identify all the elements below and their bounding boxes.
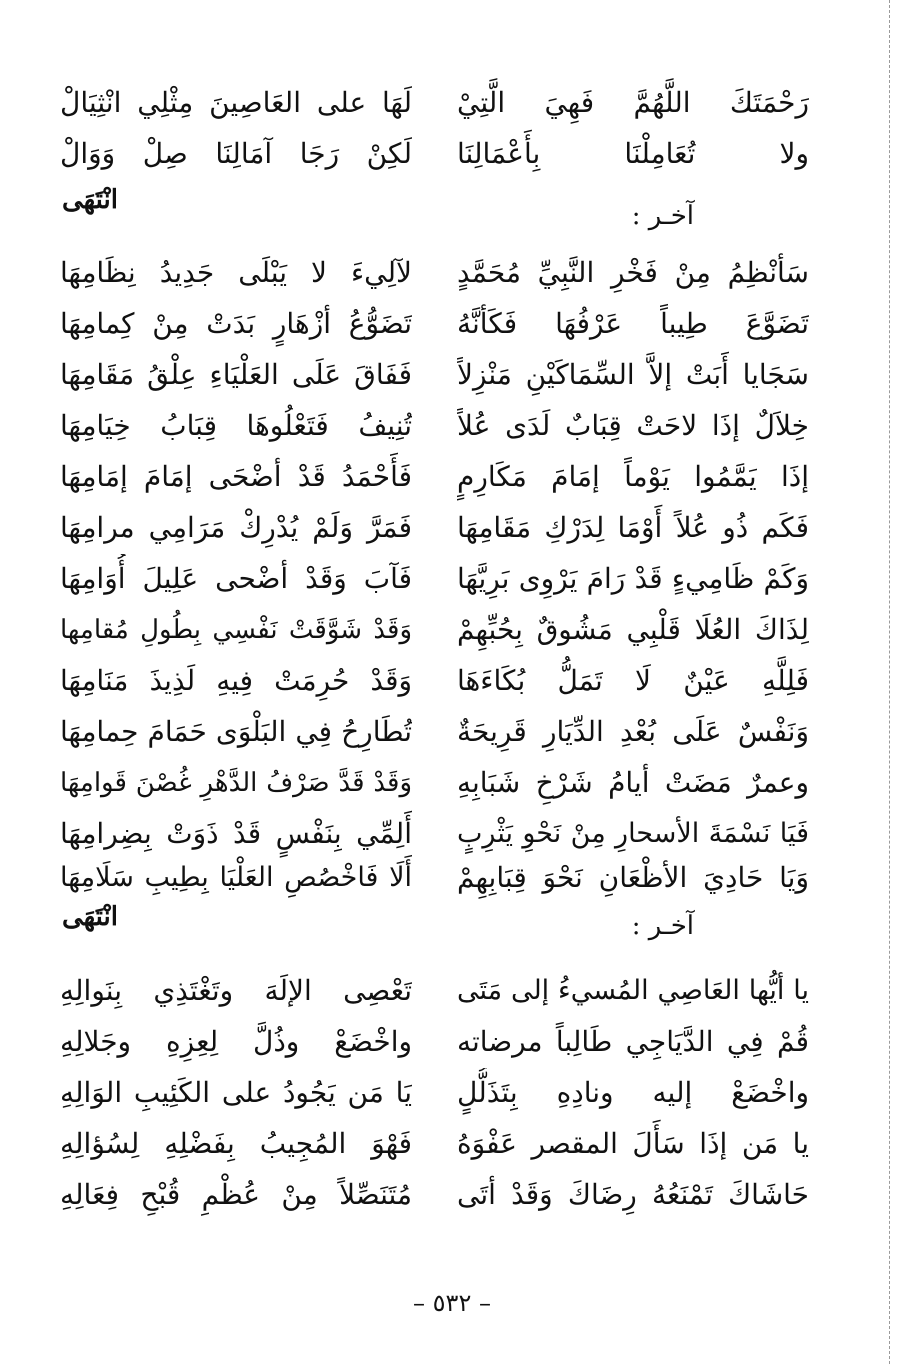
second-hemistich: مُتَنَصِّلاً مِنْ عُظْمِ قُبْحِ فِعَالِهِ [60, 1178, 412, 1211]
first-hemistich: حَاشَاكَ تَمْنَعُهُ رِضَاكَ وَقَدْ أتَى [457, 1178, 809, 1211]
section-label: آخـر : [631, 911, 694, 941]
verse-line [60, 656, 809, 706]
first-hemistich: فَيَا نَسْمَةَ الأسحارِ مِنْ نَحْوِ يَثْرِبٍ [457, 818, 809, 849]
second-hemistich: وَقَدْ شَوَّقَتْ نَفْسِي بِطُولِ مُقامِها [60, 615, 412, 645]
verse-line [60, 503, 809, 553]
verse-line [60, 605, 809, 655]
second-hemistich: فَآبَ وَقَدْ أضْحى عَلِيلَ أُوَامِهَا [60, 562, 412, 595]
second-hemistich: فَمَرَّ وَلَمْ يُدْرِكْ مَرَامِي مرامِهَا [60, 511, 412, 544]
verse-line [60, 1170, 809, 1220]
second-hemistich: لآلِيءَ لا يَبْلَى جَدِيدُ نِظَامِهَا [60, 256, 412, 289]
first-hemistich: فَلِلَّهِ عَيْنٌ لَا تَمَلُّ بُكَاءَهَا [457, 664, 809, 697]
verse-line [60, 248, 809, 298]
second-hemistich: فَهْوَ المُجِيبُ بِفَضْلِهِ لِسُؤالِهِ [60, 1127, 412, 1160]
first-hemistich: قُمْ فِي الدَّيَاجِي طَالِباً مرضاته [457, 1025, 809, 1058]
verse-line [60, 452, 809, 502]
first-hemistich: وَيَا حَادِيَ الأظْعَانِ نَحْوَ قِبَابِهِمْ [457, 861, 809, 894]
second-hemistich: تَعْصِى الإلَهَ وتَغْتَذِي بِنَوالِهِ [60, 974, 412, 1007]
first-hemistich: سَجَايا أَبَتْ إلاَّ السِّمَاكَيْنِ مَنْزِلاً [457, 358, 809, 391]
first-hemistich: سَأنْظِمُ مِنْ فَخْرِ النَّبِيِّ مُحَمَّدٍ [457, 256, 809, 289]
second-hemistich: فَأَحْمَدُ قَدْ أضْحَى إمَامَ إمَامِهَا [60, 460, 412, 493]
second-hemistich: تُنِيفُ فَتَعْلُوهَا قِبَابُ خِيَامِهَا [60, 409, 412, 442]
verse-line [60, 966, 809, 1016]
end-marker: انْتَهَى [62, 902, 118, 932]
end-marker: انْتَهَى [62, 185, 118, 215]
second-hemistich: لَهَا على العَاصِينَ مِثْلِي انْثِيَالْ [60, 86, 412, 119]
second-hemistich: أَلِمِّي بِنَفْسٍ قَدْ ذَوَتْ بِضِرامِهَا [60, 817, 412, 850]
first-hemistich: إذَا يَمَّمُوا يَوْماً إمَامَ مَكَارِمٍ [457, 460, 809, 493]
first-hemistich: وعمرٌ مَضَتْ أيامُ شَرْخِ شَبَابِهِ [457, 766, 809, 799]
first-hemistich: واخْضَعْ إليه ونادِهِ بِتَذَلُّلٍ [457, 1076, 809, 1109]
verse-line [60, 299, 809, 349]
verse-line [60, 1119, 809, 1169]
second-hemistich: فَفَاقَ عَلَى العَلْيَاءِ عِلْقُ مَقَامِهَا [60, 358, 412, 391]
first-hemistich: ولا تُعَامِلْنَا بِأَعْمَالِنَا [457, 137, 809, 170]
second-hemistich: تَضَوُّعُ أزْهَارٍ بَدَتْ مِنْ كِمامِهَا [60, 307, 412, 340]
second-hemistich: يَا مَن يَجُودُ على الكَئِيبِ الوَالِهِ [60, 1076, 412, 1109]
first-hemistich: وَكَمْ ظَامِيءٍ قَدْ رَامَ يَرْوِى بَرِيَّهَا [457, 562, 809, 595]
verse-line [60, 401, 809, 451]
first-hemistich: تَضَوَّعَ طِيباً عَرْفُهَا فَكَأنَّهُ [457, 307, 809, 340]
verse-line [60, 758, 809, 808]
first-hemistich: فَكَم ذُو عُلاً أَوْمَا لِدَرْكِ مَقَامِهَا [457, 511, 809, 544]
second-hemistich: وَقَدْ قَدَّ صَرْفُ الدَّهْرِ غُصْنَ قَوامِهَا [60, 768, 412, 798]
page-number: – ٥٣٢ – [413, 1289, 491, 1317]
first-hemistich: يا مَن إذَا سَأَلَ المقصر عَفْوَهُ [457, 1127, 809, 1160]
section-label: آخـر : [631, 201, 694, 231]
verse-line [60, 78, 809, 128]
verse-line [60, 1068, 809, 1118]
second-hemistich: تُطَارِحُ فِي البَلْوَى حَمَامَ حِمامِهَا [60, 715, 412, 748]
second-hemistich: لَكِنْ رَجَا آمَالِنَا صِلْ وَوَالْ [60, 137, 412, 170]
verse-line [60, 350, 809, 400]
first-hemistich: خِلاَلٌ إذَا لاحَتْ قِبَابٌ لَدَى عُلاً [457, 409, 809, 442]
verse-line [60, 809, 809, 859]
first-hemistich: لِذَاكَ العُلَا قَلْبِي مَشُوقٌ بِحُبِّهِمْ [457, 613, 809, 646]
verse-line [60, 129, 809, 179]
second-hemistich: أَلَا فَاخْصُصِ العَلْيَا بِطِيبِ سَلَامِهَا [60, 862, 412, 893]
first-hemistich: وَنَفْسٌ عَلَى بُعْدِ الدِّيَارِ قَرِيحَةٌ [457, 715, 809, 748]
second-hemistich: وَقَدْ حُرِمَتْ فِيهِ لَذِيذَ مَنَامِهَا [60, 664, 412, 697]
verse-line [60, 707, 809, 757]
verse-line [60, 853, 809, 903]
second-hemistich: واخْضَعْ وذُلَّ لِعِزِهِ وجَلالِهِ [60, 1025, 412, 1058]
first-hemistich: يا أيُّها العَاصِي المُسيءُ إلى مَتَى [457, 975, 809, 1006]
scan-crop-line [889, 0, 890, 1364]
verse-line [60, 1017, 809, 1067]
first-hemistich: رَحْمَتَكَ اللَّهُمَّ فَهِيَ الَّتِيْ [457, 86, 809, 119]
verse-line [60, 554, 809, 604]
